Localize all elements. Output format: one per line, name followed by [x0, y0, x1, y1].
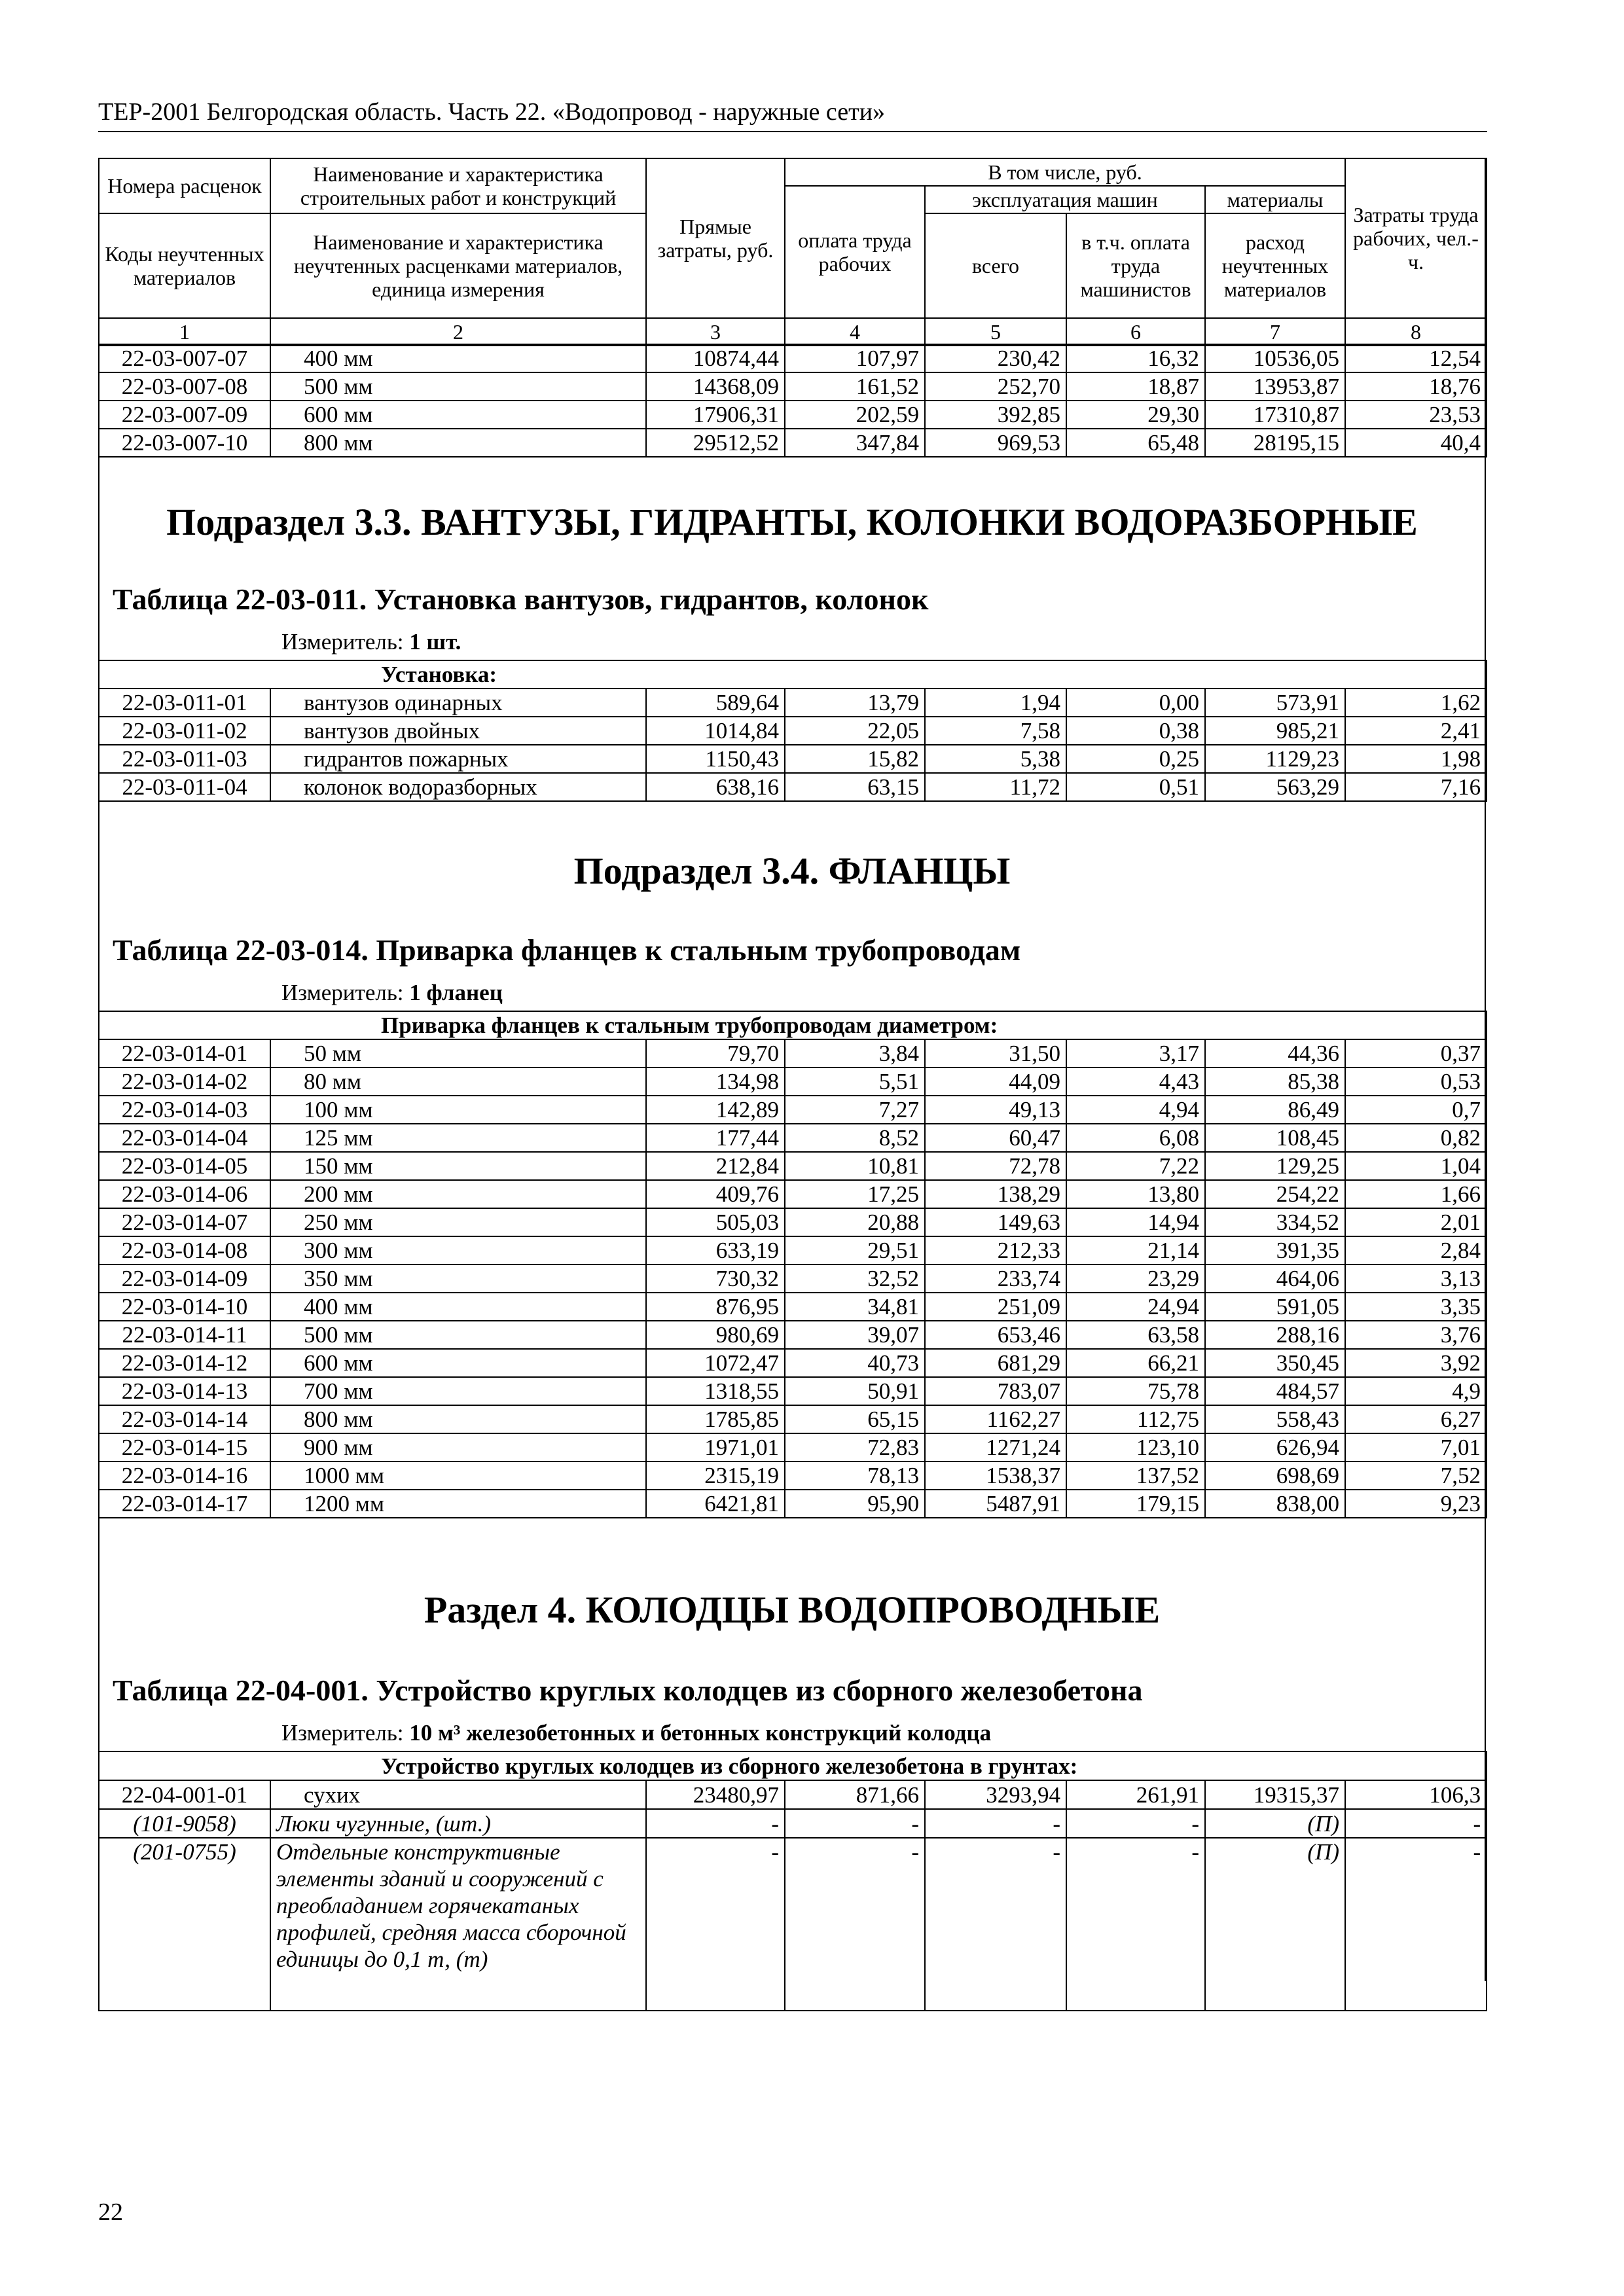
- meter-value: 10 м³ железобетонных и бетонных конструкций колодца: [409, 1720, 992, 1746]
- rate-name: 400 мм: [270, 344, 646, 372]
- labor-hours: 2,41: [1345, 717, 1487, 745]
- table-title: Таблица 22-04-001. Устройство круглых колодцев из сборного железобетона: [113, 1674, 1143, 1707]
- header-col7: расход неучтенных материалов: [1205, 213, 1345, 318]
- labor-pay: 871,66: [785, 1780, 925, 1809]
- subsection-title: Подраздел 3.3. ВАНТУЗЫ, ГИДРАНТЫ, КОЛОНКИ ВОДОРАЗБОРНЫЕ: [166, 501, 1418, 543]
- machines-total: 49,13: [925, 1096, 1066, 1124]
- rate-name: 350 мм: [270, 1265, 646, 1293]
- machines-total: 1,94: [925, 689, 1066, 717]
- machines-total: 5487,91: [925, 1490, 1066, 1518]
- machinist-pay: 0,51: [1066, 773, 1205, 801]
- header-num: 7: [1205, 318, 1345, 346]
- table-row: [99, 429, 1487, 457]
- labor-pay: 8,52: [785, 1124, 925, 1152]
- rate-code: 22-03-011-02: [99, 717, 270, 745]
- machines-total: 653,46: [925, 1321, 1066, 1349]
- rate-code: 22-03-014-13: [99, 1377, 270, 1405]
- materials: (П): [1205, 1838, 1345, 2011]
- labor-pay: 13,79: [785, 689, 925, 717]
- materials: 85,38: [1205, 1067, 1345, 1096]
- rate-code: 22-03-014-06: [99, 1180, 270, 1208]
- machinist-pay: 123,10: [1066, 1433, 1205, 1462]
- labor-pay: 15,82: [785, 745, 925, 773]
- header-num: 8: [1345, 318, 1487, 346]
- rate-name: 50 мм: [270, 1039, 646, 1067]
- header-col1-bottom: Коды неучтенных материалов: [99, 213, 270, 318]
- machinist-pay: 3,17: [1066, 1039, 1205, 1067]
- materials: 254,22: [1205, 1180, 1345, 1208]
- rate-code: 22-03-007-10: [99, 429, 270, 457]
- labor-hours: 1,04: [1345, 1152, 1487, 1180]
- rate-name: гидрантов пожарных: [270, 745, 646, 773]
- rate-name: 200 мм: [270, 1180, 646, 1208]
- section-title: Раздел 4. КОЛОДЦЫ ВОДОПРОВОДНЫЕ: [424, 1588, 1161, 1631]
- rate-code: 22-03-014-08: [99, 1236, 270, 1265]
- header-num: 5: [925, 318, 1066, 346]
- rate-name: 150 мм: [270, 1152, 646, 1180]
- machinist-pay: 7,22: [1066, 1152, 1205, 1180]
- machinist-pay: 18,87: [1066, 372, 1205, 401]
- materials: 985,21: [1205, 717, 1345, 745]
- rate-code: 22-03-007-07: [99, 344, 270, 372]
- labor-pay: -: [785, 1809, 925, 1838]
- machinist-pay: 0,38: [1066, 717, 1205, 745]
- meter-label: Измеритель:: [281, 629, 404, 655]
- meter: [281, 1719, 991, 1746]
- rate-name: 800 мм: [270, 1405, 646, 1433]
- machines-total: 44,09: [925, 1067, 1066, 1096]
- materials: 591,05: [1205, 1293, 1345, 1321]
- direct-costs: 589,64: [646, 689, 785, 717]
- material-name: Отдельные конструктивные элементы зданий и сооружений с преобладанием горячекатаных профилей, средняя масса сборочной единицы до 0,1 т, (т): [270, 1838, 646, 2011]
- header-num: 4: [785, 318, 925, 346]
- table-row: [99, 1321, 1487, 1349]
- machinist-pay: 75,78: [1066, 1377, 1205, 1405]
- table-row: [99, 1462, 1487, 1490]
- machines-total: 252,70: [925, 372, 1066, 401]
- rate-code: 22-03-014-07: [99, 1208, 270, 1236]
- direct-costs: 730,32: [646, 1265, 785, 1293]
- machinist-pay: 179,15: [1066, 1490, 1205, 1518]
- rate-name: 500 мм: [270, 372, 646, 401]
- materials: 86,49: [1205, 1096, 1345, 1124]
- rate-code: 22-03-014-05: [99, 1152, 270, 1180]
- group-label: Приварка фланцев к стальным трубопроводам диаметром:: [99, 1011, 1487, 1039]
- labor-hours: 12,54: [1345, 344, 1487, 372]
- materials: 10536,05: [1205, 344, 1345, 372]
- direct-costs: 505,03: [646, 1208, 785, 1236]
- machinist-pay: 24,94: [1066, 1293, 1205, 1321]
- machines-total: -: [925, 1838, 1066, 2011]
- rate-code: 22-03-007-09: [99, 401, 270, 429]
- direct-costs: 134,98: [646, 1067, 785, 1096]
- rate-code: 22-03-014-14: [99, 1405, 270, 1433]
- direct-costs: 1072,47: [646, 1349, 785, 1377]
- machinist-pay: 0,25: [1066, 745, 1205, 773]
- direct-costs: 638,16: [646, 773, 785, 801]
- table-row: [99, 1377, 1487, 1405]
- table-row: [99, 1293, 1487, 1321]
- materials: (П): [1205, 1809, 1345, 1838]
- materials: 464,06: [1205, 1265, 1345, 1293]
- machines-total: 138,29: [925, 1180, 1066, 1208]
- rate-code: 22-03-014-02: [99, 1067, 270, 1096]
- rate-name: вантузов двойных: [270, 717, 646, 745]
- table-row: [99, 1208, 1487, 1236]
- labor-hours: 7,52: [1345, 1462, 1487, 1490]
- labor-hours: 9,23: [1345, 1490, 1487, 1518]
- table-row: [99, 1490, 1487, 1518]
- table-row: [99, 745, 1487, 773]
- materials: 573,91: [1205, 689, 1345, 717]
- direct-costs: 980,69: [646, 1321, 785, 1349]
- machines-total: 1271,24: [925, 1433, 1066, 1462]
- direct-costs: 1971,01: [646, 1433, 785, 1462]
- rate-code: 22-03-011-04: [99, 773, 270, 801]
- rate-code: 22-03-014-15: [99, 1433, 270, 1462]
- direct-costs: 23480,97: [646, 1780, 785, 1809]
- rate-code: 22-03-007-08: [99, 372, 270, 401]
- labor-pay: 65,15: [785, 1405, 925, 1433]
- direct-costs: 79,70: [646, 1039, 785, 1067]
- direct-costs: 409,76: [646, 1180, 785, 1208]
- table-row: [99, 1433, 1487, 1462]
- table-row: [99, 1067, 1487, 1096]
- rate-name: 400 мм: [270, 1293, 646, 1321]
- rate-name: вантузов одинарных: [270, 689, 646, 717]
- rate-name: 125 мм: [270, 1124, 646, 1152]
- rate-code: 22-03-014-12: [99, 1349, 270, 1377]
- machinist-pay: 14,94: [1066, 1208, 1205, 1236]
- labor-hours: 106,3: [1345, 1780, 1487, 1809]
- direct-costs: 212,84: [646, 1152, 785, 1180]
- direct-costs: 1318,55: [646, 1377, 785, 1405]
- direct-costs: 633,19: [646, 1236, 785, 1265]
- labor-pay: 3,84: [785, 1039, 925, 1067]
- table-row: [99, 1124, 1487, 1152]
- group-label: Устройство круглых колодцев из сборного железобетона в грунтах:: [99, 1751, 1487, 1780]
- rate-code: 22-03-014-10: [99, 1293, 270, 1321]
- direct-costs: 2315,19: [646, 1462, 785, 1490]
- table-row: [99, 1096, 1487, 1124]
- labor-pay: 17,25: [785, 1180, 925, 1208]
- labor-pay: 202,59: [785, 401, 925, 429]
- header-col4: оплата труда рабочих: [785, 186, 925, 318]
- material-name: Люки чугунные, (шт.): [270, 1809, 646, 1838]
- meter-label: Измеритель:: [281, 1720, 404, 1746]
- labor-pay: 161,52: [785, 372, 925, 401]
- machinist-pay: 261,91: [1066, 1780, 1205, 1809]
- labor-pay: 5,51: [785, 1067, 925, 1096]
- materials: 13953,87: [1205, 372, 1345, 401]
- direct-costs: 1150,43: [646, 745, 785, 773]
- group-label: Установка:: [99, 660, 1487, 689]
- machinist-pay: 0,00: [1066, 689, 1205, 717]
- labor-pay: 72,83: [785, 1433, 925, 1462]
- labor-hours: 3,76: [1345, 1321, 1487, 1349]
- materials: 391,35: [1205, 1236, 1345, 1265]
- machinist-pay: 66,21: [1066, 1349, 1205, 1377]
- labor-hours: 1,98: [1345, 745, 1487, 773]
- table-row: [99, 401, 1487, 429]
- machines-total: 3293,94: [925, 1780, 1066, 1809]
- rate-code: 22-03-011-01: [99, 689, 270, 717]
- labor-hours: 0,53: [1345, 1067, 1487, 1096]
- table-row: [99, 1152, 1487, 1180]
- machines-total: 230,42: [925, 344, 1066, 372]
- labor-pay: 50,91: [785, 1377, 925, 1405]
- labor-pay: 7,27: [785, 1096, 925, 1124]
- labor-hours: 0,37: [1345, 1039, 1487, 1067]
- machines-total: 149,63: [925, 1208, 1066, 1236]
- page-number: 22: [98, 2198, 123, 2226]
- labor-pay: 347,84: [785, 429, 925, 457]
- rate-code: 22-03-011-03: [99, 745, 270, 773]
- meter-value: 1 шт.: [409, 629, 461, 655]
- machines-total: 11,72: [925, 773, 1066, 801]
- materials: 19315,37: [1205, 1780, 1345, 1809]
- machinist-pay: 112,75: [1066, 1405, 1205, 1433]
- material-code: (101-9058): [99, 1809, 270, 1838]
- header-num: 2: [270, 318, 646, 346]
- direct-costs: 17906,31: [646, 401, 785, 429]
- labor-pay: 20,88: [785, 1208, 925, 1236]
- header-rule: [98, 131, 1487, 132]
- machinist-pay: 63,58: [1066, 1321, 1205, 1349]
- header-incl: В том числе, руб.: [785, 158, 1345, 186]
- rate-name: 1000 мм: [270, 1462, 646, 1490]
- rate-name: сухих: [270, 1780, 646, 1809]
- materials: 17310,87: [1205, 401, 1345, 429]
- direct-costs: 6421,81: [646, 1490, 785, 1518]
- rate-name: 500 мм: [270, 1321, 646, 1349]
- machines-total: 31,50: [925, 1039, 1066, 1067]
- labor-hours: 2,01: [1345, 1208, 1487, 1236]
- materials: 28195,15: [1205, 429, 1345, 457]
- machinist-pay: -: [1066, 1838, 1205, 2011]
- materials: 698,69: [1205, 1462, 1345, 1490]
- header-num: 1: [99, 318, 270, 346]
- meter-value: 1 фланец: [409, 980, 503, 1005]
- materials: 838,00: [1205, 1490, 1345, 1518]
- header-num: 3: [646, 318, 785, 346]
- column-header: [98, 158, 1487, 346]
- table-row: [99, 689, 1487, 717]
- machines-total: 251,09: [925, 1293, 1066, 1321]
- table-row: [99, 1180, 1487, 1208]
- direct-costs: 876,95: [646, 1293, 785, 1321]
- rate-name: 1200 мм: [270, 1490, 646, 1518]
- labor-hours: 6,27: [1345, 1405, 1487, 1433]
- header-col3: Прямые затраты, руб.: [646, 158, 785, 318]
- labor-hours: 3,13: [1345, 1265, 1487, 1293]
- table-row: [99, 1039, 1487, 1067]
- header-col6: в т.ч. оплата труда машинистов: [1066, 213, 1205, 318]
- direct-costs: 10874,44: [646, 344, 785, 372]
- meter: [281, 628, 461, 655]
- rate-code: 22-03-014-01: [99, 1039, 270, 1067]
- materials: 44,36: [1205, 1039, 1345, 1067]
- labor-pay: 10,81: [785, 1152, 925, 1180]
- direct-costs: -: [646, 1809, 785, 1838]
- labor-pay: 29,51: [785, 1236, 925, 1265]
- machines-total: 783,07: [925, 1377, 1066, 1405]
- rate-code: 22-03-014-16: [99, 1462, 270, 1490]
- direct-costs: 1014,84: [646, 717, 785, 745]
- machines-total: -: [925, 1809, 1066, 1838]
- table-row: [99, 1349, 1487, 1377]
- machines-total: 60,47: [925, 1124, 1066, 1152]
- machinist-pay: 4,94: [1066, 1096, 1205, 1124]
- rate-code: 22-03-014-03: [99, 1096, 270, 1124]
- rate-code: 22-04-001-01: [99, 1780, 270, 1809]
- labor-hours: 0,82: [1345, 1124, 1487, 1152]
- rate-code: 22-03-014-04: [99, 1124, 270, 1152]
- table-row: [99, 344, 1487, 372]
- labor-pay: 34,81: [785, 1293, 925, 1321]
- rate-name: 900 мм: [270, 1433, 646, 1462]
- header-materials: материалы: [1205, 186, 1345, 213]
- table-row: [99, 773, 1487, 801]
- labor-pay: 22,05: [785, 717, 925, 745]
- materials: 334,52: [1205, 1208, 1345, 1236]
- materials: 108,45: [1205, 1124, 1345, 1152]
- machinist-pay: 23,29: [1066, 1265, 1205, 1293]
- materials: 288,16: [1205, 1321, 1345, 1349]
- table-title: Таблица 22-03-011. Установка вантузов, гидрантов, колонок: [113, 583, 929, 616]
- machines-total: 1538,37: [925, 1462, 1066, 1490]
- table-22-03-007: [98, 344, 1487, 457]
- labor-hours: -: [1345, 1838, 1487, 2011]
- labor-pay: 95,90: [785, 1490, 925, 1518]
- labor-pay: 63,15: [785, 773, 925, 801]
- direct-costs: 142,89: [646, 1096, 785, 1124]
- rate-name: колонок водоразборных: [270, 773, 646, 801]
- labor-hours: 1,66: [1345, 1180, 1487, 1208]
- labor-hours: 0,7: [1345, 1096, 1487, 1124]
- labor-hours: 18,76: [1345, 372, 1487, 401]
- rate-code: 22-03-014-09: [99, 1265, 270, 1293]
- materials: 129,25: [1205, 1152, 1345, 1180]
- table-row: [99, 1405, 1487, 1433]
- rate-name: 250 мм: [270, 1208, 646, 1236]
- table-row: [99, 1265, 1487, 1293]
- labor-pay: 78,13: [785, 1462, 925, 1490]
- header-col8: Затраты труда рабочих, чел.-ч.: [1345, 158, 1487, 318]
- direct-costs: 177,44: [646, 1124, 785, 1152]
- rate-name: 600 мм: [270, 1349, 646, 1377]
- labor-hours: 23,53: [1345, 401, 1487, 429]
- table-22-03-011: [98, 660, 1487, 802]
- machines-total: 233,74: [925, 1265, 1066, 1293]
- table-22-04-001: [98, 1751, 1487, 2011]
- machines-total: 72,78: [925, 1152, 1066, 1180]
- machinist-pay: -: [1066, 1809, 1205, 1838]
- header-col2-bottom: Наименование и характеристика неучтенных расценками материалов, единица измерения: [270, 213, 646, 318]
- table-row: [99, 1236, 1487, 1265]
- machinist-pay: 16,32: [1066, 344, 1205, 372]
- labor-hours: 7,01: [1345, 1433, 1487, 1462]
- material-code: (201-0755): [99, 1838, 270, 2011]
- machinist-pay: 6,08: [1066, 1124, 1205, 1152]
- header-num: 6: [1066, 318, 1205, 346]
- machines-total: 7,58: [925, 717, 1066, 745]
- rate-code: 22-03-014-17: [99, 1490, 270, 1518]
- labor-pay: 40,73: [785, 1349, 925, 1377]
- labor-hours: 40,4: [1345, 429, 1487, 457]
- rate-name: 600 мм: [270, 401, 646, 429]
- labor-pay: 32,52: [785, 1265, 925, 1293]
- machines-total: 5,38: [925, 745, 1066, 773]
- machines-total: 1162,27: [925, 1405, 1066, 1433]
- direct-costs: 29512,52: [646, 429, 785, 457]
- rate-name: 80 мм: [270, 1067, 646, 1096]
- header-col2-top: Наименование и характеристика строительных работ и конструкций: [270, 158, 646, 213]
- direct-costs: -: [646, 1838, 785, 2011]
- meter-label: Измеритель:: [281, 980, 404, 1005]
- machines-total: 969,53: [925, 429, 1066, 457]
- rate-code: 22-03-014-11: [99, 1321, 270, 1349]
- labor-hours: 3,35: [1345, 1293, 1487, 1321]
- rate-name: 700 мм: [270, 1377, 646, 1405]
- header-col1-top: Номера расценок: [99, 158, 270, 213]
- labor-pay: 39,07: [785, 1321, 925, 1349]
- materials: 1129,23: [1205, 745, 1345, 773]
- labor-pay: -: [785, 1838, 925, 2011]
- materials: 558,43: [1205, 1405, 1345, 1433]
- labor-hours: 4,9: [1345, 1377, 1487, 1405]
- machinist-pay: 4,43: [1066, 1067, 1205, 1096]
- labor-hours: 3,92: [1345, 1349, 1487, 1377]
- machines-total: 212,33: [925, 1236, 1066, 1265]
- materials: 626,94: [1205, 1433, 1345, 1462]
- machines-total: 681,29: [925, 1349, 1066, 1377]
- materials: 350,45: [1205, 1349, 1345, 1377]
- materials: 563,29: [1205, 773, 1345, 801]
- table-row: [99, 372, 1487, 401]
- running-header: ТЕР-2001 Белгородская область. Часть 22. «Водопровод - наружные сети»: [98, 98, 886, 126]
- machinist-pay: 29,30: [1066, 401, 1205, 429]
- meter: [281, 979, 503, 1006]
- labor-hours: 7,16: [1345, 773, 1487, 801]
- rate-name: 300 мм: [270, 1236, 646, 1265]
- rate-name: 800 мм: [270, 429, 646, 457]
- machinist-pay: 13,80: [1066, 1180, 1205, 1208]
- labor-hours: 1,62: [1345, 689, 1487, 717]
- materials: 484,57: [1205, 1377, 1345, 1405]
- labor-hours: 2,84: [1345, 1236, 1487, 1265]
- labor-pay: 107,97: [785, 344, 925, 372]
- table-title: Таблица 22-03-014. Приварка фланцев к стальным трубопроводам: [113, 933, 1021, 967]
- direct-costs: 1785,85: [646, 1405, 785, 1433]
- machinist-pay: 21,14: [1066, 1236, 1205, 1265]
- machinist-pay: 65,48: [1066, 429, 1205, 457]
- labor-hours: -: [1345, 1809, 1487, 1838]
- table-22-03-014: [98, 1011, 1487, 1518]
- machinist-pay: 137,52: [1066, 1462, 1205, 1490]
- direct-costs: 14368,09: [646, 372, 785, 401]
- header-col5: всего: [925, 213, 1066, 318]
- rate-name: 100 мм: [270, 1096, 646, 1124]
- machines-total: 392,85: [925, 401, 1066, 429]
- table-row: [99, 717, 1487, 745]
- subsection-title: Подраздел 3.4. ФЛАНЦЫ: [573, 850, 1011, 892]
- header-machines: эксплуатация машин: [925, 186, 1205, 213]
